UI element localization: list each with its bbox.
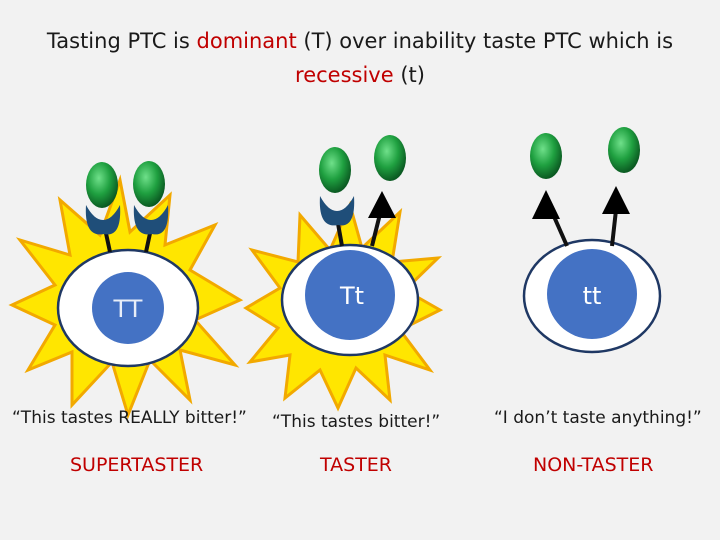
- receptor-arrowhead: [602, 186, 630, 214]
- dominant-term: dominant: [196, 29, 297, 53]
- supertaster-cell: [12, 161, 240, 415]
- non-taster-label: NON-TASTER: [533, 454, 654, 476]
- slide-title: Tasting PTC is dominant (T) over inability taste PTC which is recessive (t): [46, 29, 674, 87]
- supertaster-label: SUPERTASTER: [70, 454, 204, 476]
- ptc-molecule: [319, 147, 351, 193]
- ptc-molecule: [530, 133, 562, 179]
- ptc-molecule: [608, 127, 640, 173]
- receptor-arrowhead: [532, 190, 560, 219]
- recessive-term: recessive: [295, 63, 394, 87]
- genotype-tt-upper: TT: [113, 295, 143, 323]
- ptc-molecule: [86, 162, 118, 208]
- receptor-cup: [320, 196, 354, 225]
- ptc-molecule: [133, 161, 165, 207]
- taster-quote: “This tastes bitter!”: [272, 412, 441, 432]
- ptc-molecule: [374, 135, 406, 181]
- genotype-tt-mixed: Tt: [339, 282, 365, 310]
- genotype-tt-lower: tt: [582, 282, 602, 310]
- receptor-arrowhead: [368, 191, 396, 218]
- non-taster-cell: [524, 127, 660, 352]
- non-taster-quote: “I don’t taste anything!”: [494, 408, 702, 428]
- supertaster-quote: “This tastes REALLY bitter!”: [12, 408, 247, 428]
- taster-label: TASTER: [320, 454, 393, 476]
- receptor-stalk: [612, 210, 616, 246]
- taster-cell: [246, 135, 440, 408]
